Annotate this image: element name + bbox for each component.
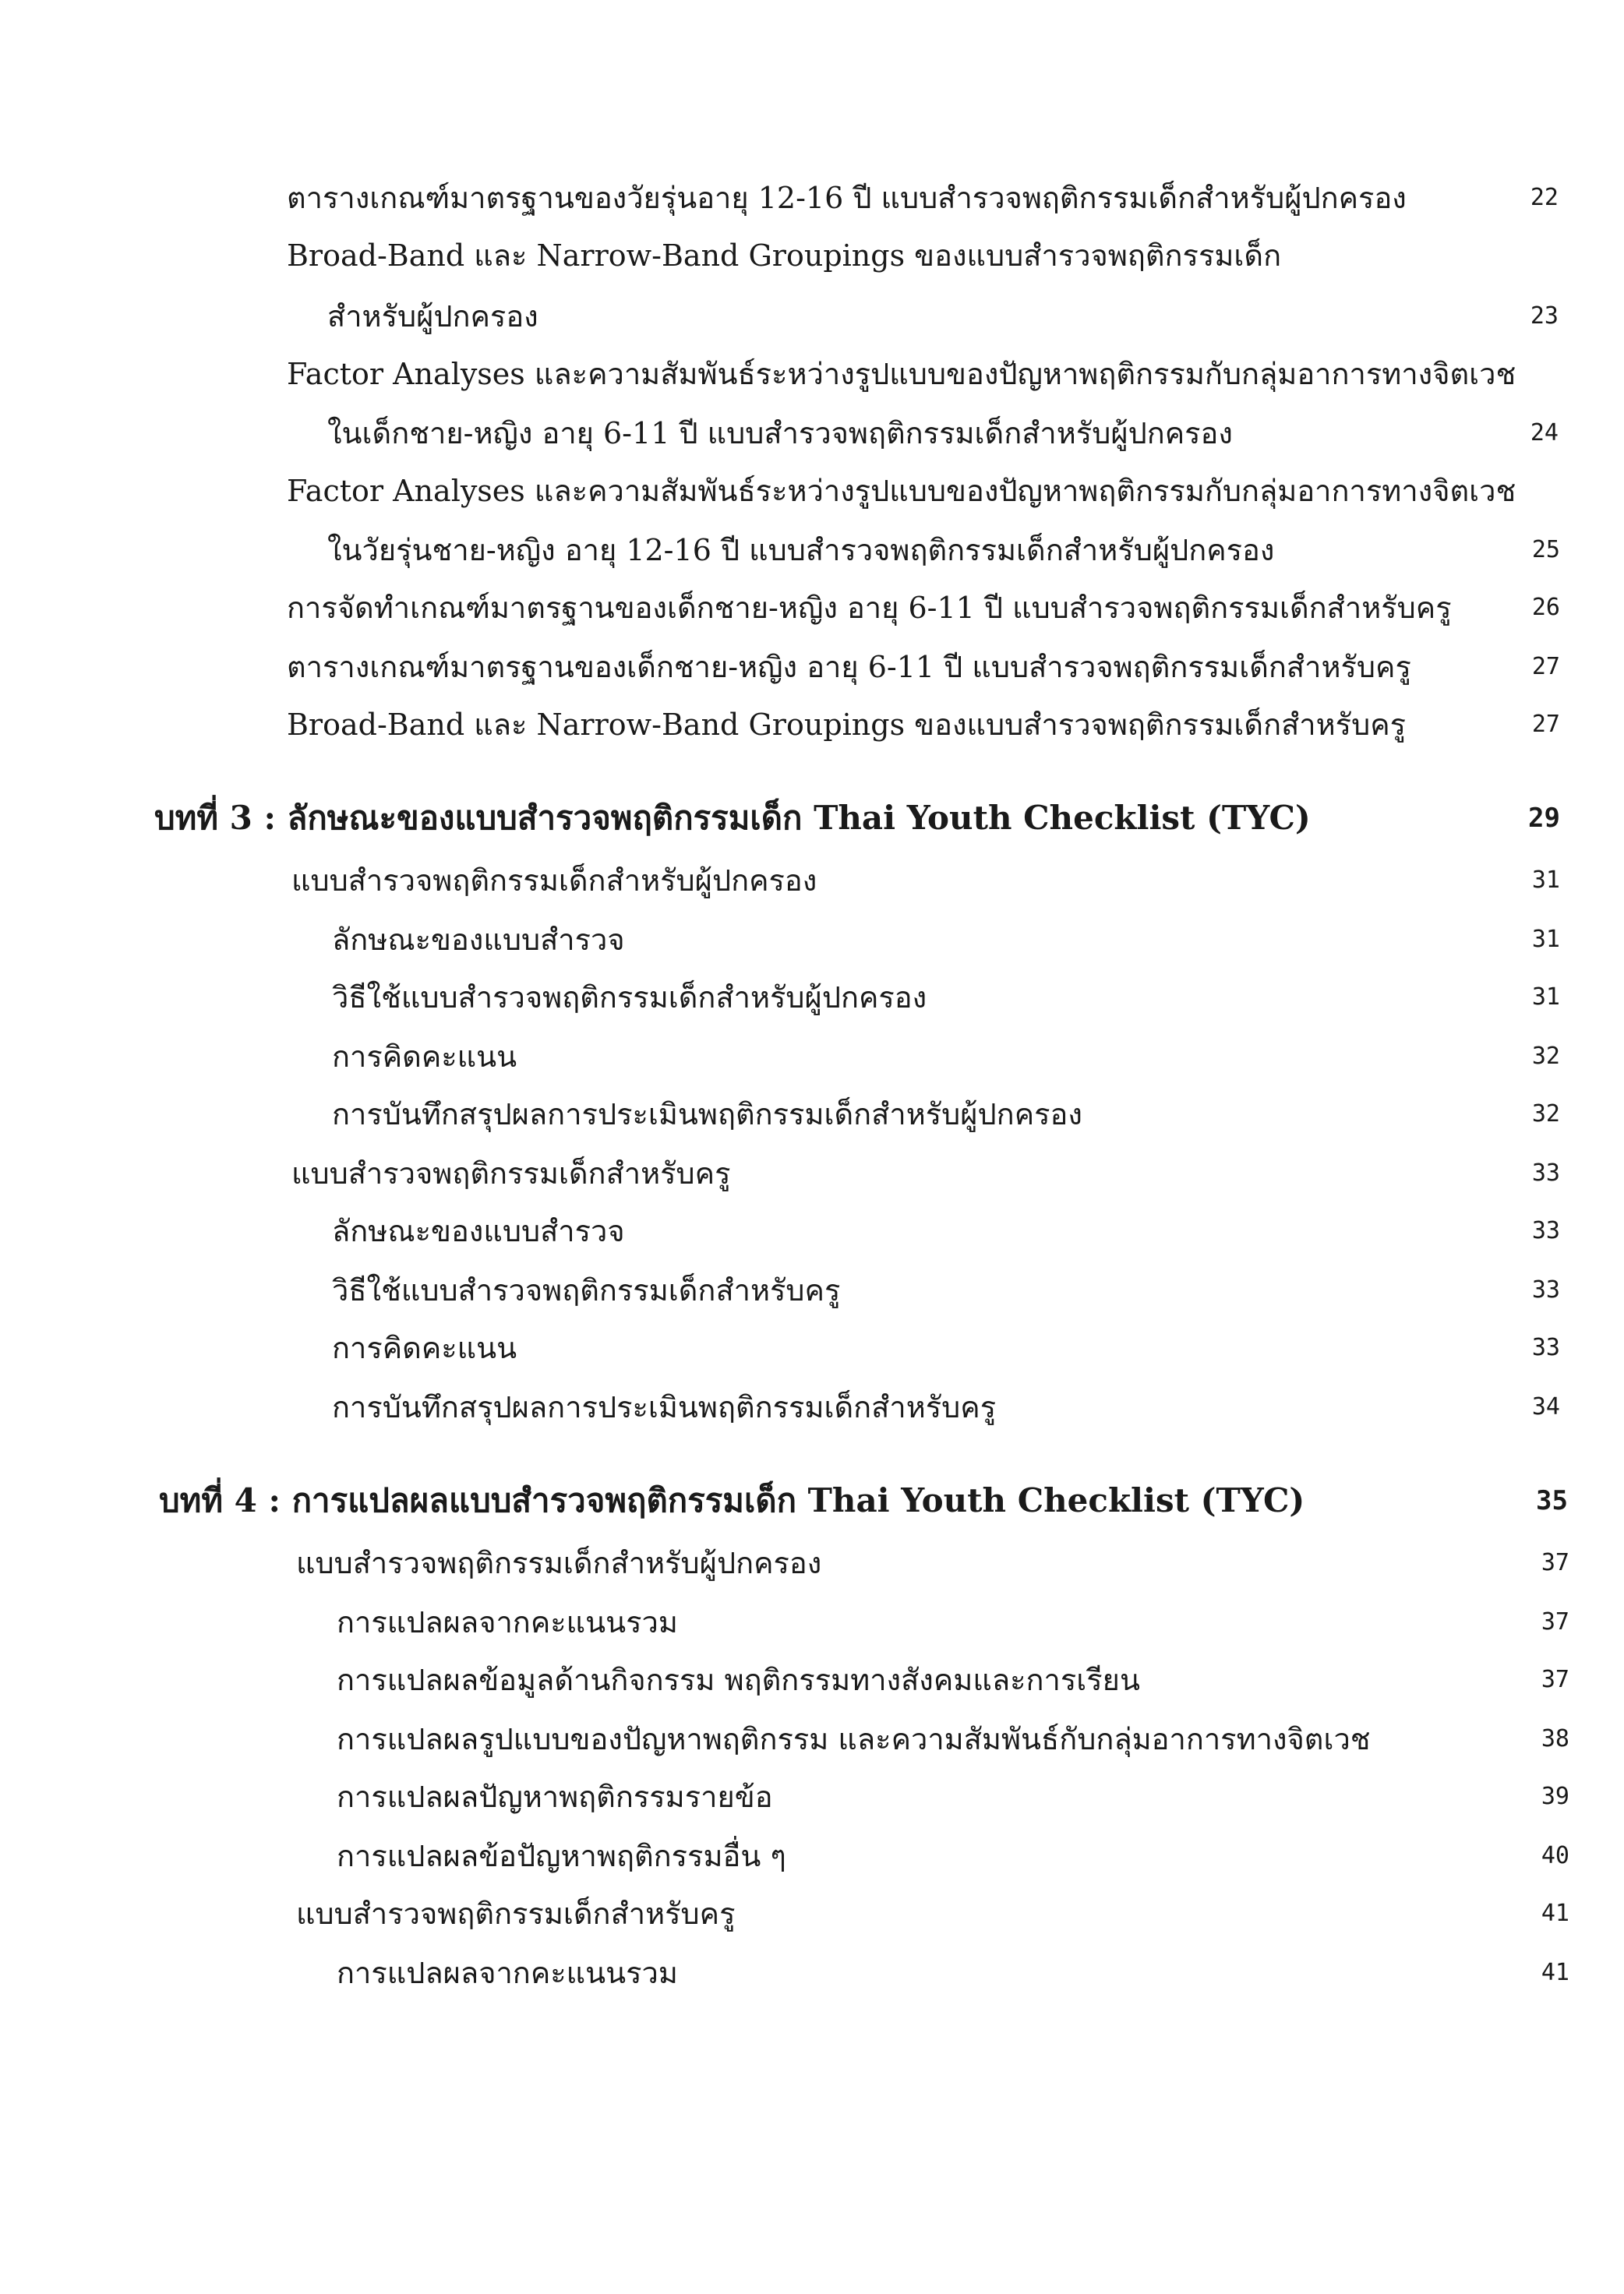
page-number: 26 bbox=[1531, 594, 1560, 621]
page-number: 33 bbox=[1531, 1159, 1560, 1187]
page-number: 37 bbox=[1541, 1608, 1569, 1636]
toc-entry: ตารางเกณฑ์มาตรฐานของวัยรุ่นอายุ 12-16 ปี แบบสำรวจพฤติกรรมเด็กสำหรับผู้ปกครอง bbox=[287, 181, 1407, 215]
toc-subsection: การคิดคะแนน bbox=[332, 1039, 517, 1074]
toc-subsection: การคิดคะแนน bbox=[332, 1331, 517, 1365]
toc-subsection: วิธีใช้แบบสำรวจพฤติกรรมเด็กสำหรับผู้ปกครอง bbox=[332, 980, 927, 1015]
toc-entry: สำหรับผู้ปกครอง bbox=[327, 299, 538, 334]
toc-entry: ในวัยรุ่นชาย-หญิง อายุ 12-16 ปี แบบสำรวจพฤติกรรมเด็กสำหรับผู้ปกครอง bbox=[327, 533, 1275, 567]
page-number: 29 bbox=[1528, 803, 1560, 834]
toc-subsection: ลักษณะของแบบสำรวจ bbox=[332, 923, 625, 957]
toc-subsection: การแปลผลจากคะแนนรวม bbox=[337, 1956, 678, 1990]
toc-subsection: การแปลผลปัญหาพฤติกรรมรายข้อ bbox=[337, 1780, 773, 1814]
chapter-heading: บทที่ 4 : การแปลผลแบบสำรวจพฤติกรรมเด็ก Thai Youth Checklist (TYC) bbox=[159, 1481, 1305, 1519]
toc-entry: Factor Analyses และความสัมพันธ์ระหว่างรูปแบบของปัญหาพฤติกรรมกับกลุ่มอาการทางจิตเวช bbox=[287, 474, 1516, 508]
page-number: 41 bbox=[1541, 1959, 1569, 1986]
page-number: 27 bbox=[1531, 711, 1560, 738]
toc-section: แบบสำรวจพฤติกรรมเด็กสำหรับผู้ปกครอง bbox=[291, 863, 817, 898]
page-number: 37 bbox=[1541, 1549, 1569, 1576]
toc-subsection: การบันทึกสรุปผลการประเมินพฤติกรรมเด็กสำหรับผู้ปกครอง bbox=[332, 1097, 1082, 1131]
page-number: 33 bbox=[1531, 1334, 1560, 1361]
page-number: 22 bbox=[1530, 184, 1559, 211]
toc-entry: การจัดทำเกณฑ์มาตรฐานของเด็กชาย-หญิง อายุ 6-11 ปี แบบสำรวจพฤติกรรมเด็กสำหรับครู bbox=[287, 591, 1452, 625]
page-number: 35 bbox=[1536, 1485, 1568, 1516]
page-number: 41 bbox=[1541, 1900, 1569, 1927]
toc-subsection: วิธีใช้แบบสำรวจพฤติกรรมเด็กสำหรับครู bbox=[332, 1273, 841, 1308]
toc-section: แบบสำรวจพฤติกรรมเด็กสำหรับครู bbox=[296, 1897, 736, 1931]
toc-subsection: การแปลผลจากคะแนนรวม bbox=[337, 1605, 678, 1639]
toc-subsection: การแปลผลข้อมูลด้านกิจกรรม พฤติกรรมทางสังคมและการเรียน bbox=[337, 1663, 1140, 1697]
toc-entry: Factor Analyses และความสัมพันธ์ระหว่างรูปแบบของปัญหาพฤติกรรมกับกลุ่มอาการทางจิตเวช bbox=[287, 357, 1516, 391]
page-number: 33 bbox=[1531, 1217, 1560, 1244]
toc-entry: Broad-Band และ Narrow-Band Groupings ของแบบสำรวจพฤติกรรมเด็กสำหรับครู bbox=[287, 708, 1407, 742]
page-number: 32 bbox=[1531, 1043, 1560, 1070]
toc-entry: Broad-Band และ Narrow-Band Groupings ของแบบสำรวจพฤติกรรมเด็ก bbox=[287, 238, 1282, 273]
page-number: 40 bbox=[1541, 1842, 1569, 1869]
page-number: 24 bbox=[1530, 419, 1559, 446]
page-number: 34 bbox=[1531, 1393, 1560, 1421]
page-number: 31 bbox=[1531, 866, 1560, 894]
page-number: 27 bbox=[1531, 653, 1560, 680]
page-number: 37 bbox=[1541, 1666, 1569, 1693]
toc-entry: ในเด็กชาย-หญิง อายุ 6-11 ปี แบบสำรวจพฤติกรรมเด็กสำหรับผู้ปกครอง bbox=[327, 416, 1233, 450]
page-number: 31 bbox=[1531, 926, 1560, 953]
page-number: 39 bbox=[1541, 1783, 1569, 1810]
toc-subsection: การแปลผลรูปแบบของปัญหาพฤติกรรม และความสัมพันธ์กับกลุ่มอาการทางจิตเวช bbox=[337, 1722, 1371, 1756]
page-number: 32 bbox=[1531, 1100, 1560, 1128]
toc-subsection: การแปลผลข้อปัญหาพฤติกรรมอื่น ๆ bbox=[337, 1839, 786, 1873]
toc-entry: ตารางเกณฑ์มาตรฐานของเด็กชาย-หญิง อายุ 6-11 ปี แบบสำรวจพฤติกรรมเด็กสำหรับครู bbox=[287, 650, 1411, 684]
page-number: 31 bbox=[1531, 983, 1560, 1011]
toc-subsection: ลักษณะของแบบสำรวจ bbox=[332, 1214, 625, 1248]
page-number: 25 bbox=[1531, 536, 1560, 563]
toc-section: แบบสำรวจพฤติกรรมเด็กสำหรับผู้ปกครอง bbox=[296, 1546, 822, 1580]
toc-section: แบบสำรวจพฤติกรรมเด็กสำหรับครู bbox=[291, 1156, 731, 1191]
page-number: 23 bbox=[1530, 302, 1559, 330]
page-number: 33 bbox=[1531, 1276, 1560, 1304]
page-number: 38 bbox=[1541, 1725, 1569, 1752]
toc-subsection: การบันทึกสรุปผลการประเมินพฤติกรรมเด็กสำหรับครู bbox=[332, 1390, 997, 1424]
chapter-heading: บทที่ 3 : ลักษณะของแบบสำรวจพฤติกรรมเด็ก Thai Youth Checklist (TYC) bbox=[154, 799, 1311, 837]
